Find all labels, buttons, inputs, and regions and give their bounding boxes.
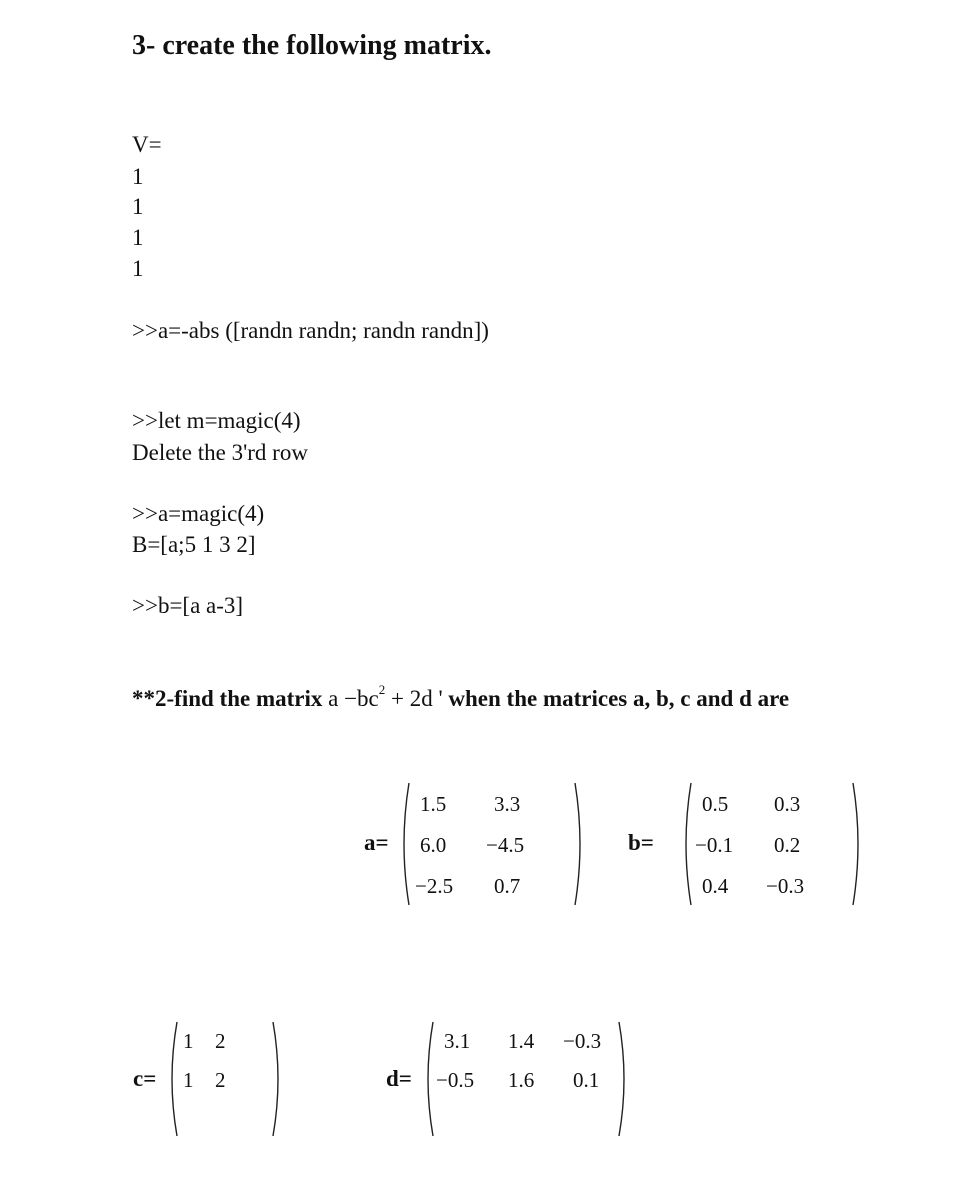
matrix-b-right-paren	[852, 782, 864, 906]
cmd-abs: >>a=-abs ([randn randn; randn randn])	[132, 318, 489, 343]
v-value: 1	[132, 194, 144, 219]
matrix-a-left-paren	[398, 782, 410, 906]
matrix-b-left-paren	[680, 782, 692, 906]
matrix-a-cell: −2.5	[415, 874, 454, 898]
matrix-a-cell: 0.7	[494, 874, 521, 898]
question-suffix: when the matrices a, b, c and d are	[448, 686, 790, 711]
matrix-d-cell: −0.5	[436, 1068, 475, 1092]
v-label: V=	[132, 132, 162, 157]
matrix-b-cell: 0.3	[774, 792, 801, 816]
matrix-c-cell: 1	[183, 1029, 194, 1053]
matrix-c-cell: 2	[215, 1068, 226, 1092]
question-prefix: **2-find the matrix	[132, 686, 323, 711]
matrix-b-label: b=	[628, 830, 654, 855]
matrix-d-right-paren	[618, 1021, 630, 1137]
matrix-c-cell: 1	[183, 1068, 194, 1092]
matrix-b-cell: −0.3	[766, 874, 805, 898]
matrix-d-cell: −0.3	[563, 1029, 602, 1053]
matrix-a-cell: 6.0	[420, 833, 447, 857]
matrix-b-cell: −0.1	[695, 833, 734, 857]
matrix-d-left-paren	[422, 1021, 434, 1137]
section-title: 3- create the following matrix.	[132, 30, 492, 61]
cmd-magic: >>let m=magic(4)	[132, 408, 301, 433]
matrix-b-cell: 0.4	[702, 874, 729, 898]
matrix-c-left-paren	[166, 1021, 178, 1137]
matrix-d-label: d=	[386, 1066, 412, 1091]
delete-row-text: Delete the 3'rd row	[132, 440, 308, 465]
cmd-magic-a: >>a=magic(4)	[132, 501, 265, 526]
matrix-c-right-paren	[272, 1021, 284, 1137]
v-value: 1	[132, 225, 144, 250]
matrix-b-cell: 0.2	[774, 833, 801, 857]
matrix-a-cell: 1.5	[420, 792, 447, 816]
matrix-c-label: c=	[133, 1066, 157, 1091]
question-2	[132, 682, 790, 712]
matrix-a-label: a=	[364, 830, 389, 855]
cmd-concat: >>b=[a a-3]	[132, 593, 244, 618]
matrix-d-cell: 1.6	[508, 1068, 535, 1092]
v-value: 1	[132, 164, 144, 189]
matrix-a-cell: −4.5	[486, 833, 525, 857]
matrix-a-cell: 3.3	[494, 792, 521, 816]
v-value: 1	[132, 256, 144, 281]
matrix-b-cell: 0.5	[702, 792, 729, 816]
cmd-append: B=[a;5 1 3 2]	[132, 532, 256, 557]
matrix-d-cell: 3.1	[444, 1029, 471, 1053]
matrix-c-cell: 2	[215, 1029, 226, 1053]
matrix-expression: $a -bc^2 + 2d$ '	[328, 682, 443, 711]
matrix-a-right-paren	[574, 782, 586, 906]
matrix-d-cell: 1.4	[508, 1029, 535, 1053]
matrix-d-cell: 0.1	[573, 1068, 600, 1092]
